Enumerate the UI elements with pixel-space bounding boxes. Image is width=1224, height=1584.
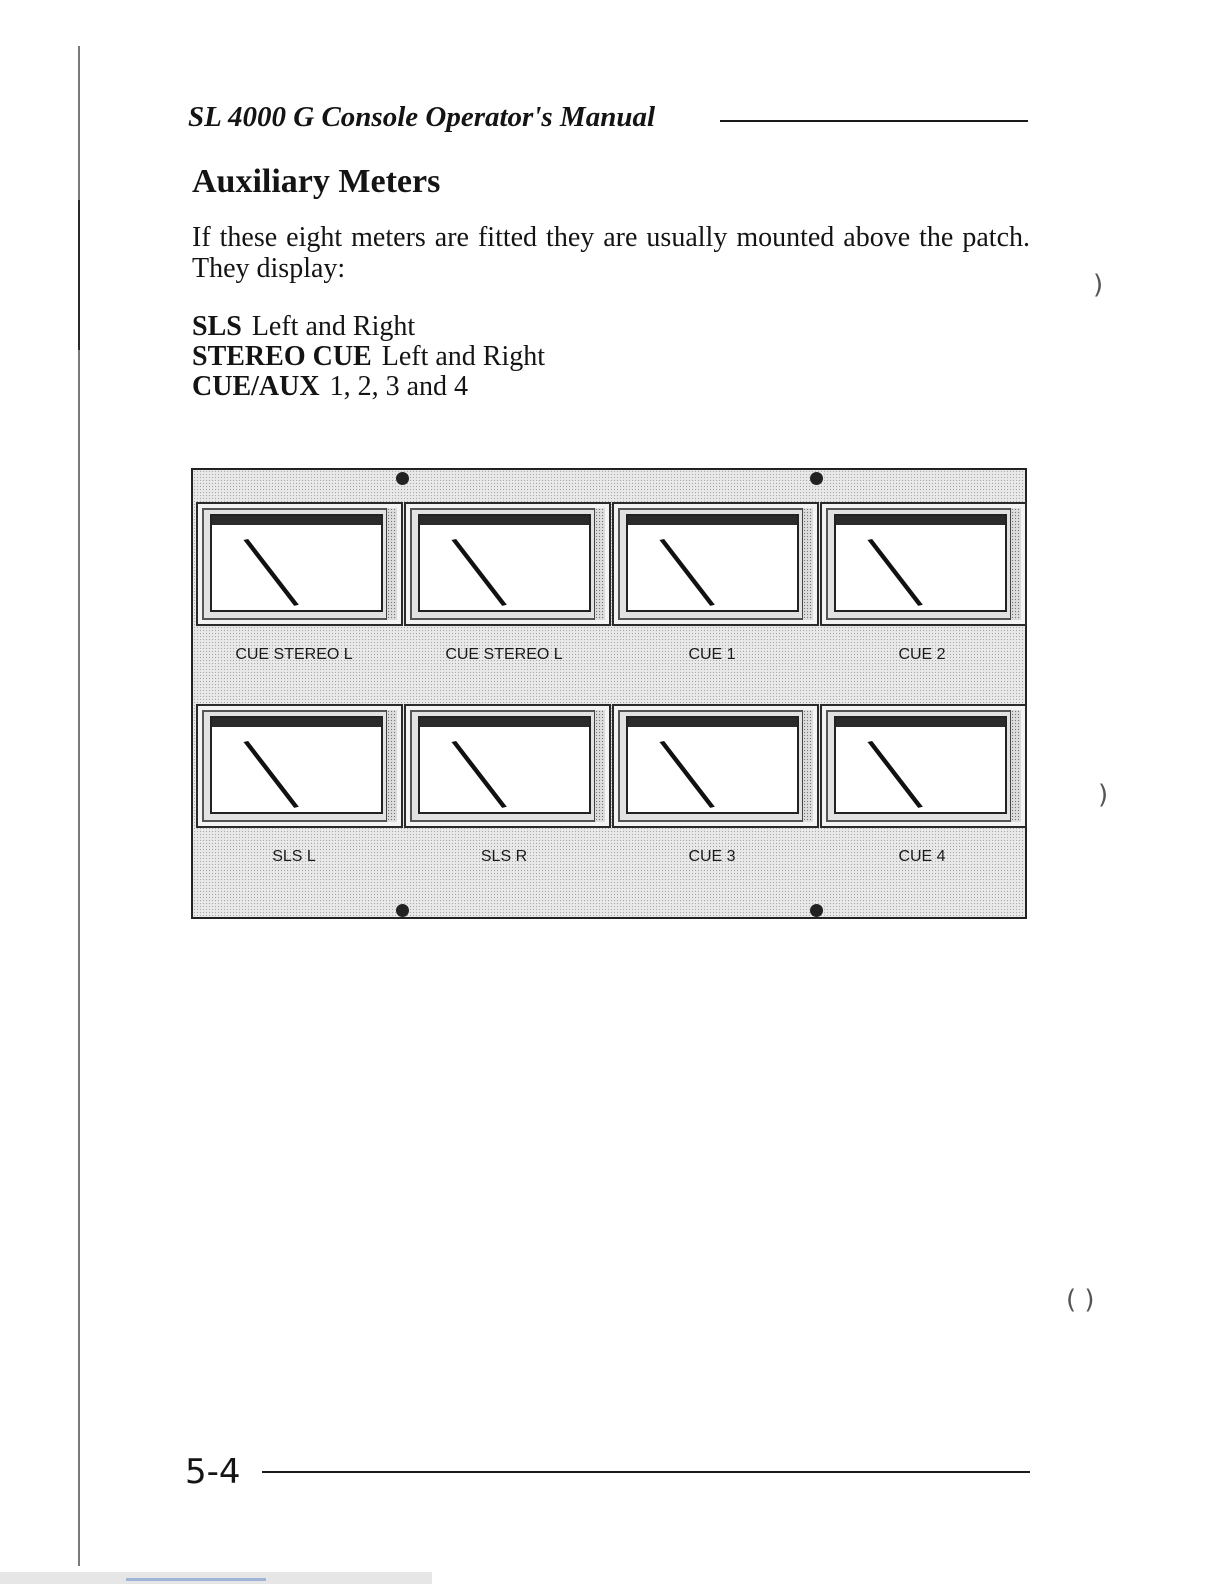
meter-label: CUE STEREO L xyxy=(445,646,563,663)
vu-meter xyxy=(196,502,403,626)
item-key: SLS xyxy=(192,311,242,342)
margin-mark: ( ) xyxy=(1066,1285,1095,1315)
section-title: Auxiliary Meters xyxy=(192,163,441,200)
meter-label: CUE 4 xyxy=(898,848,946,865)
vu-meter xyxy=(820,502,1027,626)
meter-label: CUE 3 xyxy=(688,848,736,865)
vu-meter xyxy=(196,704,403,828)
binding-line-dark xyxy=(78,200,80,350)
margin-mark: ) xyxy=(1098,780,1109,810)
list-item xyxy=(192,342,545,372)
meter-label: SLS L xyxy=(272,848,316,865)
list-item xyxy=(192,312,545,342)
vu-meter xyxy=(404,704,611,828)
intro-paragraph: If these eight meters are fitted they are usually mounted above the patch. They display: xyxy=(192,222,1030,284)
page-number: 5-4 xyxy=(185,1452,241,1492)
vu-meter xyxy=(820,704,1027,828)
scan-artifact-blue xyxy=(126,1578,266,1581)
screw-icon xyxy=(396,904,409,917)
meter-label: SLS R xyxy=(480,848,528,865)
screw-icon xyxy=(810,472,823,485)
vu-meter xyxy=(404,502,611,626)
item-desc: 1, 2, 3 and 4 xyxy=(329,371,468,402)
screw-icon xyxy=(810,904,823,917)
vu-meter xyxy=(612,704,819,828)
list-item xyxy=(192,372,545,402)
item-key: STEREO CUE xyxy=(192,341,372,372)
display-list xyxy=(192,312,545,402)
meter-panel xyxy=(191,468,1027,919)
margin-mark: ) xyxy=(1093,270,1104,300)
meter-label: CUE 2 xyxy=(898,646,946,663)
item-desc: Left and Right xyxy=(251,311,416,342)
screw-icon xyxy=(396,472,409,485)
meter-label: CUE STEREO L xyxy=(235,646,353,663)
running-header: SL 4000 G Console Operator's Manual xyxy=(188,101,656,133)
footer-rule xyxy=(262,1471,1030,1473)
vu-meter xyxy=(612,502,819,626)
meter-label: CUE 1 xyxy=(688,646,736,663)
item-desc: Left and Right xyxy=(381,341,546,372)
header-rule xyxy=(720,120,1028,122)
item-key: CUE/AUX xyxy=(192,371,320,402)
